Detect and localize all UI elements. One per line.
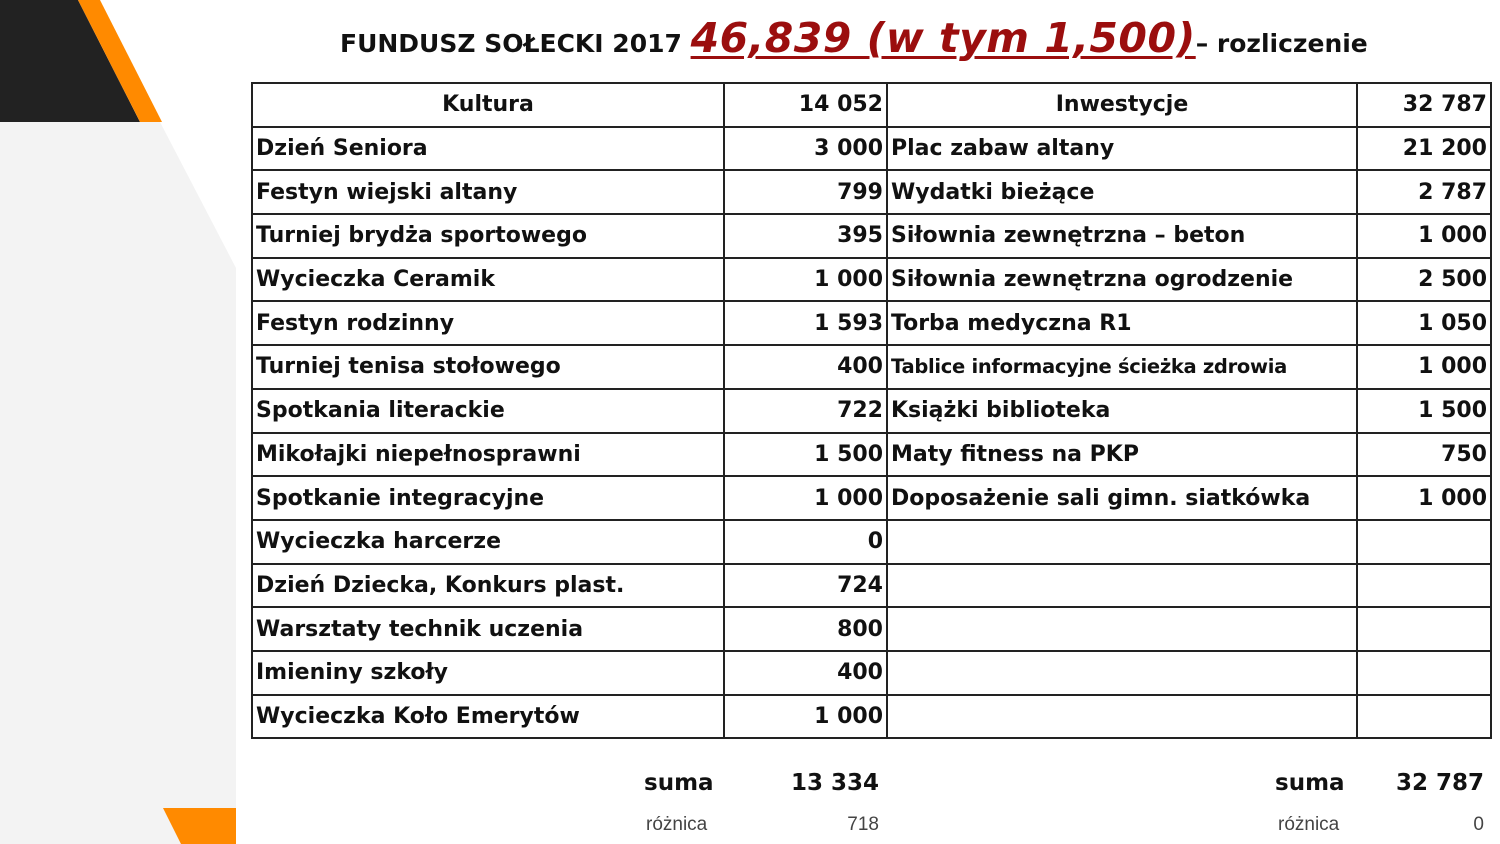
table-row <box>252 170 1491 214</box>
right-sum-value: 32 787 <box>1395 770 1484 796</box>
slide-title <box>340 14 1368 70</box>
right-item-value: 21 200 <box>1357 127 1491 171</box>
table-row <box>252 651 1491 695</box>
left-item-value: 3 000 <box>724 127 887 171</box>
right-item-value <box>1357 520 1491 564</box>
right-item-label <box>887 651 1357 695</box>
right-item-label: Książki biblioteka <box>887 389 1357 433</box>
right-item-label: Maty fitness na PKP <box>887 433 1357 477</box>
left-item-value: 395 <box>724 214 887 258</box>
header-kultura-total: 14 052 <box>724 83 887 127</box>
table-row <box>252 476 1491 520</box>
left-item-label: Warsztaty technik uczenia <box>252 607 724 651</box>
table-row <box>252 607 1491 651</box>
right-item-value <box>1357 607 1491 651</box>
right-item-value: 1 000 <box>1357 345 1491 389</box>
left-item-label: Festyn wiejski altany <box>252 170 724 214</box>
left-item-value: 400 <box>724 345 887 389</box>
left-item-value: 1 000 <box>724 695 887 739</box>
left-item-value: 1 593 <box>724 301 887 345</box>
left-item-value: 724 <box>724 564 887 608</box>
left-item-value: 1 000 <box>724 476 887 520</box>
right-item-label <box>887 520 1357 564</box>
left-sum-value: 13 334 <box>790 770 879 796</box>
table-row <box>252 345 1491 389</box>
right-sum-label: suma <box>1275 770 1345 796</box>
left-sum-label: suma <box>644 770 714 796</box>
title-amount: 46,839 (w tym 1,500) <box>690 14 1196 62</box>
right-item-value: 1 500 <box>1357 389 1491 433</box>
table-row <box>252 258 1491 302</box>
header-kultura: Kultura <box>252 83 724 127</box>
left-item-label: Turniej brydża sportowego <box>252 214 724 258</box>
right-item-label <box>887 695 1357 739</box>
right-item-label: Siłownia zewnętrzna ogrodzenie <box>887 258 1357 302</box>
left-item-label: Spotkanie integracyjne <box>252 476 724 520</box>
left-diff-value: 718 <box>847 814 879 835</box>
right-item-value <box>1357 564 1491 608</box>
right-item-label: Torba medyczna R1 <box>887 301 1357 345</box>
right-item-value: 750 <box>1357 433 1491 477</box>
table-row <box>252 520 1491 564</box>
right-item-label: Tablice informacyjne ścieżka zdrowia <box>887 345 1357 389</box>
table-row <box>252 127 1491 171</box>
right-item-value: 1 050 <box>1357 301 1491 345</box>
left-item-label: Wycieczka harcerze <box>252 520 724 564</box>
table-row <box>252 214 1491 258</box>
right-item-label <box>887 607 1357 651</box>
left-diff-label: różnica <box>646 814 708 835</box>
title-suffix: – rozliczenie <box>1195 29 1368 58</box>
table-row <box>252 433 1491 477</box>
left-item-label: Wycieczka Koło Emerytów <box>252 695 724 739</box>
table-header-row <box>252 83 1491 127</box>
left-item-label: Wycieczka Ceramik <box>252 258 724 302</box>
right-diff-value: 0 <box>1473 814 1484 835</box>
table-row <box>252 564 1491 608</box>
left-item-value: 800 <box>724 607 887 651</box>
left-item-label: Mikołajki niepełnosprawni <box>252 433 724 477</box>
right-item-label: Siłownia zewnętrzna – beton <box>887 214 1357 258</box>
table-row <box>252 301 1491 345</box>
left-item-value: 1 500 <box>724 433 887 477</box>
left-item-value: 799 <box>724 170 887 214</box>
table-row <box>252 695 1491 739</box>
right-item-value: 2 787 <box>1357 170 1491 214</box>
header-inwestycje-total: 32 787 <box>1357 83 1491 127</box>
header-inwestycje: Inwestycje <box>887 83 1357 127</box>
left-item-label: Spotkania literackie <box>252 389 724 433</box>
left-item-value: 1 000 <box>724 258 887 302</box>
right-item-value <box>1357 651 1491 695</box>
right-item-label: Wydatki bieżące <box>887 170 1357 214</box>
table-row <box>252 389 1491 433</box>
budget-table <box>251 82 1492 739</box>
right-diff-label: różnica <box>1278 814 1340 835</box>
left-item-value: 722 <box>724 389 887 433</box>
right-item-value <box>1357 695 1491 739</box>
right-item-value: 1 000 <box>1357 214 1491 258</box>
left-item-label: Dzień Seniora <box>252 127 724 171</box>
left-item-label: Imieniny szkoły <box>252 651 724 695</box>
left-item-label: Turniej tenisa stołowego <box>252 345 724 389</box>
title-prefix: FUNDUSZ SOŁECKI 2017 <box>340 29 691 58</box>
left-item-label: Festyn rodzinny <box>252 301 724 345</box>
right-item-label: Doposażenie sali gimn. siatkówka <box>887 476 1357 520</box>
left-panel-decoration <box>0 0 236 844</box>
left-item-value: 400 <box>724 651 887 695</box>
right-item-label <box>887 564 1357 608</box>
left-item-value: 0 <box>724 520 887 564</box>
right-item-label: Plac zabaw altany <box>887 127 1357 171</box>
right-item-value: 1 000 <box>1357 476 1491 520</box>
left-item-label: Dzień Dziecka, Konkurs plast. <box>252 564 724 608</box>
right-item-value: 2 500 <box>1357 258 1491 302</box>
